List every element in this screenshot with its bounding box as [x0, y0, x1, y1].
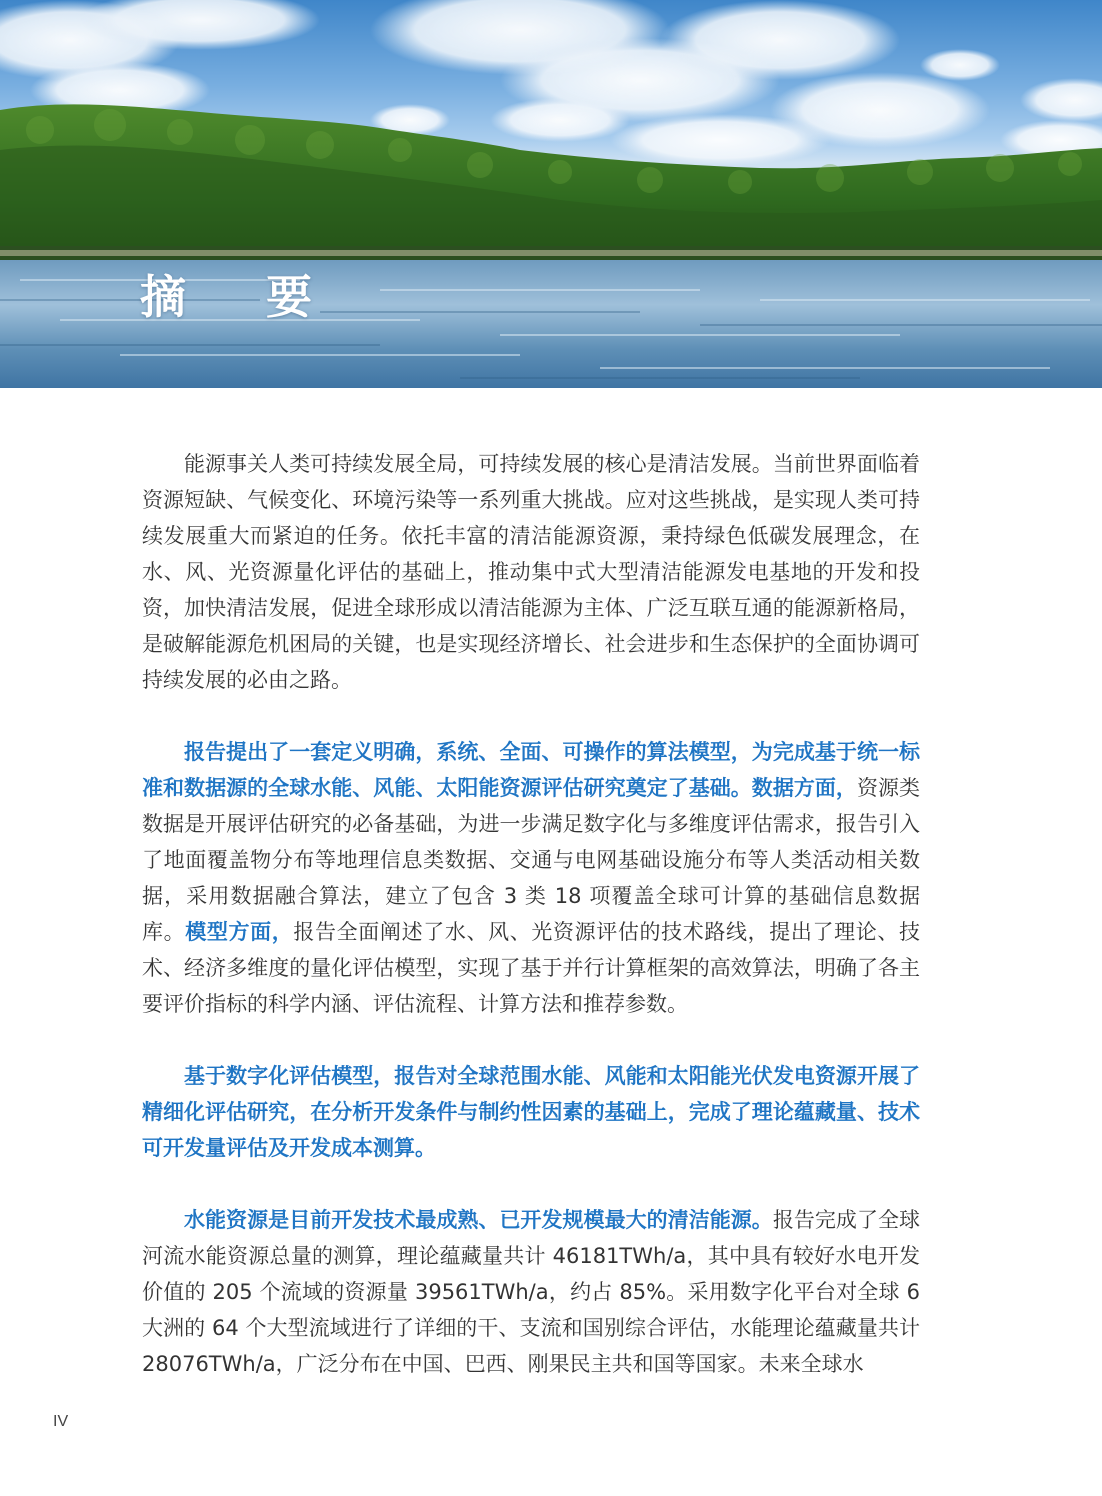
body-paragraph	[142, 734, 920, 1022]
highlighted-text: 基于数字化评估模型，报告对全球范围水能、风能和太阳能光伏发电资源开展了精细化评估研究，在分析开发条件与制约性因素的基础上，完成了理论蕴藏量、技术可开发量评估及开发成本测算。	[142, 1064, 920, 1160]
abstract-body	[142, 446, 920, 1418]
body-paragraph	[142, 1058, 920, 1166]
hero-banner	[0, 0, 1102, 388]
body-text: 报告完成了全球河流水能资源总量的测算，理论蕴藏量共计 46181TWh/a，其中具有较好水电开发价值的 205 个流域的资源量 39561TWh/a，约占 85%。采用数字化平台对全球 6 大洲的 64 个大型流域进行了详细的干、支流和国别综合评估，水能理论蕴藏量共计 28076TWh/a，广泛分布在中国、巴西、刚果民主共和国等国家。未来全球水	[142, 1208, 921, 1376]
highlighted-text: 水能资源是目前开发技术最成熟、已开发规模最大的清洁能源。	[184, 1208, 773, 1232]
highlighted-text: 报告提出了一套定义明确，系统、全面、可操作的算法模型，为完成基于统一标准和数据源的全球水能、风能、太阳能资源评估研究奠定了基础。数据方面，	[142, 740, 920, 800]
page-title: 摘 要	[140, 270, 345, 324]
highlighted-text: 模型方面，	[185, 920, 294, 944]
body-paragraph	[142, 1202, 920, 1382]
lake-landscape-image	[0, 0, 1102, 388]
body-paragraph	[142, 446, 920, 698]
page-number: IV	[53, 1413, 69, 1430]
body-text: 资源类数据是开展评估研究的必备基础，为进一步满足数字化与多维度评估需求，报告引入了地面覆盖物分布等地理信息类数据、交通与电网基础设施分布等人类活动相关数据，采用数据融合算法，建立了包含 3 类 18 项覆盖全球可计算的基础信息数据库。	[142, 776, 921, 944]
body-text: 能源事关人类可持续发展全局，可持续发展的核心是清洁发展。当前世界面临着资源短缺、气候变化、环境污染等一系列重大挑战。应对这些挑战，是实现人类可持续发展重大而紧迫的任务。依托丰富的清洁能源资源，秉持绿色低碳发展理念，在水、风、光资源量化评估的基础上，推动集中式大型清洁能源发电基地的开发和投资，加快清洁发展，促进全球形成以清洁能源为主体、广泛互联互通的能源新格局，是破解能源危机困局的关键，也是实现经济增长、社会进步和生态保护的全面协调可持续发展的必由之路。	[142, 452, 920, 692]
body-text: 报告全面阐述了水、风、光资源评估的技术路线，提出了理论、技术、经济多维度的量化评估模型，实现了基于并行计算框架的高效算法，明确了各主要评价指标的科学内涵、评估流程、计算方法和推荐参数。	[142, 920, 921, 1016]
